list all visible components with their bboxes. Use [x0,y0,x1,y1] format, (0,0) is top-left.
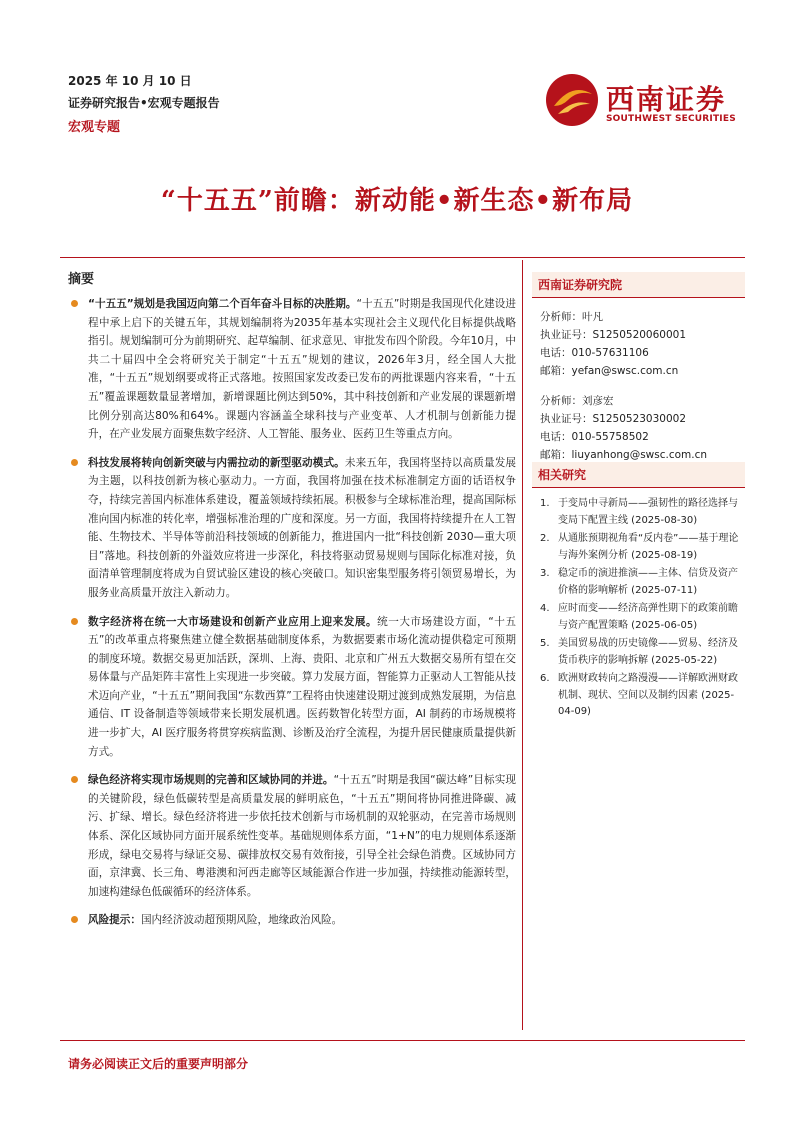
related-research-number: 4. [540,603,550,614]
related-research-item[interactable] [540,566,745,599]
analyst-panel [532,272,745,464]
related-research-title: 欧洲财政转向之路漫漫——详解欧洲财政机制、现状、空间以及制约因素 (2025-04-09) [558,673,738,717]
abstract-item-text: 未来五年，我国将坚持以高质量发展为主题，以科技创新为核心驱动力。一方面，我国将加强在技术标准制定方面的话语权争夺，持续完善国内标准体系建设，覆盖领域持续拓展。积极参与全球标准治理，提高国际标准向国内标准的转化率，增强标准治理的广度和深度。另一方面，我国将持续提升在人工智能、生物技术、半导体等前沿科技领域的创新能力，推进国内一批“科技创新 2030—重大项目”落地。科技创新的外溢效应将进一步深化，科技将驱动贸易规则与国际化标准对接，负面清单管理制度将成为自贸试验区建设的核心突破口。知识密集型服务将引领贸易增长，为服务业高质量开放注入新动力。 [88,456,517,599]
bullet-dot-icon [71,459,78,466]
analyst-email[interactable]: 邮箱：yefan@swsc.com.cn [540,365,679,377]
risk-warning [68,911,516,930]
report-type: 证券研究报告•宏观专题报告 [68,96,220,110]
related-research-item[interactable] [540,496,745,529]
analyst-name: 分析师：叶凡 [540,311,603,323]
bullet-dot-icon [71,776,78,783]
related-research-title: 稳定币的演进推演——主体、信贷及资产价格的影响解析 (2025-07-11) [558,568,738,596]
related-research-number: 5. [540,638,550,649]
logo-emblem-icon [544,72,600,128]
related-research-item[interactable] [540,531,745,564]
analyst-phone: 电话：010-55758502 [540,431,649,443]
logo-english-text: SOUTHWEST SECURITIES [606,114,736,124]
analyst-license: 执业证号：S1250520060001 [540,329,687,341]
related-research-title: 于变局中寻新局——强韧性的路径选择与变局下配置主线 (2025-08-30) [558,498,738,526]
abstract-heading: 摘要 [68,272,95,287]
related-research-item[interactable] [540,636,745,669]
abstract-item-lead: 科技发展将转向创新突破与内需拉动的新型驱动模式。 [88,456,345,469]
footer-divider [60,1040,745,1041]
related-research-item[interactable] [540,671,745,721]
analyst-phone: 电话：010-57631106 [540,347,649,359]
related-research-number: 2. [540,533,550,544]
analyst-email[interactable]: 邮箱：liuyanhong@swsc.com.cn [540,449,708,461]
column-divider [522,260,523,1030]
bullet-dot-icon [71,300,78,307]
related-research-number: 6. [540,673,550,684]
title-divider [60,257,745,258]
risk-warning-label: 风险提示： [88,914,141,927]
disclaimer-note: 请务必阅读正文后的重要声明部分 [68,1057,249,1071]
abstract-item [68,295,516,444]
related-research-title: 美国贸易战的历史镜像——贸易、经济及货币秩序的影响拆解 (2025-05-22) [558,638,738,666]
analyst-card [532,392,745,464]
related-research-heading: 相关研究 [532,462,745,488]
bullet-dot-icon [71,618,78,625]
abstract-item-text: “十五五”时期是我国现代化建设进程中承上启下的关键五年，其规划编制将为2035年基本实现社会主义现代化目标提供战略指引。规划编制可分为前期研究、起草编制、征求意见、审批发布四个阶段。今年10月，中共二十届四中全会将研究关于制定“十五五”规划的建议，2026年3月，经全国人大批准，“十五五”规划纲要或将正式落地。按照国家发改委已发布的两批课题内容来看，“十五五”覆盖课题数量显著增加，新增课题比例达到50%，其中科技创新和产业发展的课题新增比例分别高达80%和64%。课题内容涵盖全球科技与产业变革、人才机制与创新能力提升，在产业发展方面聚焦数字经济、人工智能、服务业、医药卫生等重点方向。 [88,298,516,441]
report-category: 宏观专题 [68,120,121,135]
related-research-list [532,496,745,721]
logo-chinese-text: 西南证券 [606,83,727,116]
risk-warning-text: 国内经济波动超预期风险，地缘政治风险。 [140,914,343,927]
abstract-item-text: “十五五”时期是我国“碳达峰”目标实现的关键阶段，绿色低碳转型是高质量发展的鲜明底色，“十五五”期间将协同推进降碳、减污、扩绿、增长。绿色经济将进一步依托技术创新与市场机制的双轮驱动，在完善市场规则体系、深化区域协同方面开展系统性变革。基础规则体系方面，“1+N”的电力规则体系逐渐形成，绿电交易将与绿证交易、碳排放权交易有效衔接，引导全社会绿色消费。区域协同方面，京津冀、长三角、粤港澳和河西走廊等区域能源合作进一步加强，持续推动能源转型，加速构建绿色低碳循环的经济体系。 [88,774,516,898]
related-research-number: 3. [540,568,550,579]
analyst-name: 分析师：刘彦宏 [540,395,614,407]
abstract-item-lead: “十五五”规划是我国迈向第二个百年奋斗目标的决胜期。 [88,298,357,310]
related-research-title: 从通胀预期视角看“反内卷”——基于理论与海外案例分析 (2025-08-19) [558,533,739,561]
company-logo [544,72,744,132]
abstract-list [68,295,516,940]
abstract-item [68,454,516,603]
abstract-item-lead: 绿色经济将实现市场规则的完善和区域协同的并进。 [88,774,334,787]
related-research-panel [532,462,745,723]
related-research-title: 应时而变——经济高弹性期下的政策前瞻与资产配置策略 (2025-06-05) [558,603,738,631]
report-date: 2025 年 10 月 10 日 [68,74,192,88]
related-research-number: 1. [540,498,550,509]
bullet-dot-icon [71,916,78,923]
institute-heading: 西南证券研究院 [532,272,745,298]
abstract-item [68,771,516,901]
abstract-item-lead: 数字经济将在统一大市场建设和创新产业应用上迎来发展。 [88,615,378,628]
abstract-item [68,613,516,762]
report-title: “十五五”前瞻：新动能•新生态•新布局 [160,186,634,216]
abstract-item-text: 统一大市场建设方面，“十五五”的改革重点将聚焦建立健全数据基础制度体系，为数据要素市场化流动提供稳定可预期的制度环境。数据交易更加活跃，深圳、上海、贵阳、北京和广州五大数据交易所有望在交易体量与产品矩阵丰富性上实现进一步突破。算力发展方面，智能算力正驱动人工智能从技术迈向产业，“十五五”期间我国“东数西算”工程将由快速建设期过渡到成熟发展期，为信息通信、IT 设备制造等领域带来长期发展机遇。医药数智化转型方面，AI 制药的市场规模将进一步扩大，AI 医疗服务将贯穿疾病监测、诊断及治疗全流程，为提升居民健康质量提供新方式。 [88,615,516,758]
analyst-license: 执业证号：S1250523030002 [540,413,687,425]
related-research-item[interactable] [540,601,745,634]
analyst-card [532,308,745,380]
